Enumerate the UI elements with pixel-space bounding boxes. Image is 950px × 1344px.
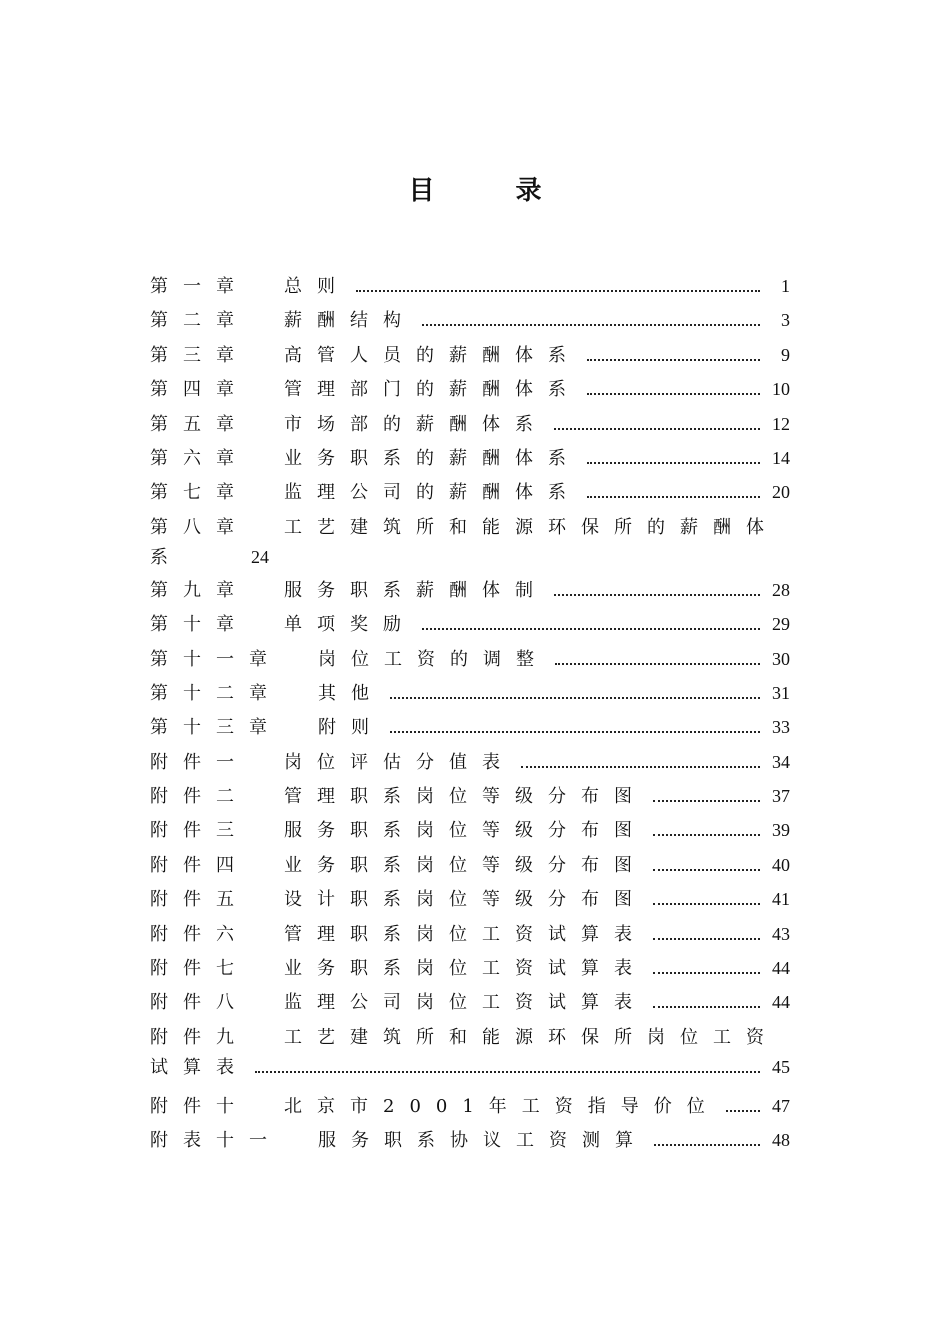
dot-leader bbox=[255, 1070, 760, 1073]
toc-title: 业务职系岗位等级分布图 bbox=[284, 854, 647, 876]
toc-entry[interactable] bbox=[150, 610, 790, 644]
dot-leader bbox=[554, 427, 760, 430]
toc-entry[interactable] bbox=[150, 988, 790, 1022]
toc-title: 工艺建筑所和能源环保所的薪酬体 bbox=[284, 516, 779, 538]
toc-title: 高管人员的薪酬体系 bbox=[284, 344, 581, 366]
toc-entry[interactable] bbox=[150, 1092, 790, 1126]
dot-leader bbox=[390, 730, 760, 733]
toc-entry[interactable] bbox=[150, 576, 790, 610]
toc-title-continued: 系 bbox=[150, 546, 183, 568]
toc-chapter: 第八章 bbox=[150, 516, 249, 538]
toc-page: 24 bbox=[251, 546, 269, 567]
toc-entry[interactable] bbox=[150, 272, 790, 306]
toc-title: 管理职系岗位等级分布图 bbox=[284, 786, 647, 808]
toc-chapter: 第七章 bbox=[150, 482, 249, 504]
toc-page: 47 bbox=[772, 1095, 790, 1116]
toc-title: 其他 bbox=[318, 682, 384, 704]
toc-title: 监理公司岗位工资试算表 bbox=[284, 992, 647, 1014]
toc-title: 附则 bbox=[318, 717, 384, 739]
toc-chapter: 第四章 bbox=[150, 379, 249, 401]
toc-chapter: 附件七 bbox=[150, 958, 249, 980]
dot-leader bbox=[587, 495, 760, 498]
dot-leader bbox=[653, 833, 760, 836]
toc-chapter: 第二章 bbox=[150, 310, 249, 332]
toc-chapter: 第六章 bbox=[150, 447, 249, 469]
toc-title: 业务职系岗位工资试算表 bbox=[284, 958, 647, 980]
toc-page: 9 bbox=[781, 344, 790, 365]
toc-page: 48 bbox=[772, 1130, 790, 1151]
toc-title: 薪酬结构 bbox=[284, 310, 416, 332]
toc-chapter: 第九章 bbox=[150, 579, 249, 601]
toc-entry[interactable] bbox=[150, 851, 790, 885]
toc-page: 39 bbox=[772, 820, 790, 841]
toc-page: 28 bbox=[772, 579, 790, 600]
toc-page: 43 bbox=[772, 923, 790, 944]
toc-chapter: 附件四 bbox=[150, 854, 249, 876]
toc-entry[interactable] bbox=[150, 679, 790, 713]
toc-entry[interactable] bbox=[150, 375, 790, 409]
toc-title-continued: 试算表 bbox=[150, 1056, 249, 1078]
toc-entry[interactable] bbox=[150, 920, 790, 954]
toc-page: 10 bbox=[772, 379, 790, 400]
toc-page: 41 bbox=[772, 889, 790, 910]
toc-title: 工艺建筑所和能源环保所岗位工资 bbox=[284, 1026, 779, 1048]
toc-entry[interactable] bbox=[150, 713, 790, 747]
toc-entry[interactable] bbox=[150, 782, 790, 816]
toc-title: 总则 bbox=[284, 276, 350, 297]
dot-leader bbox=[356, 289, 760, 292]
toc-page: 1 bbox=[781, 276, 790, 296]
toc-page: 44 bbox=[772, 958, 790, 979]
toc-chapter: 第十三章 bbox=[150, 717, 282, 739]
toc-title: 岗位评估分值表 bbox=[284, 751, 515, 773]
toc-page: 37 bbox=[772, 786, 790, 807]
toc-entry[interactable] bbox=[150, 645, 790, 679]
toc-title: 服务职系薪酬体制 bbox=[284, 579, 548, 601]
toc-page: 44 bbox=[772, 992, 790, 1013]
toc-title: 管理职系岗位工资试算表 bbox=[284, 923, 647, 945]
toc-title: 设计职系岗位等级分布图 bbox=[284, 889, 647, 911]
toc-chapter: 第十二章 bbox=[150, 682, 282, 704]
toc-chapter: 附件十 bbox=[150, 1095, 249, 1117]
toc-title: 市场部的薪酬体系 bbox=[284, 413, 548, 435]
toc-chapter: 第三章 bbox=[150, 344, 249, 366]
toc-title: 单项奖励 bbox=[284, 614, 416, 636]
dot-leader bbox=[587, 392, 760, 395]
dot-leader bbox=[422, 627, 760, 630]
dot-leader bbox=[653, 799, 760, 802]
dot-leader bbox=[653, 1005, 760, 1008]
toc-chapter: 第十章 bbox=[150, 614, 249, 636]
toc-page: 45 bbox=[772, 1056, 790, 1077]
toc-entry[interactable] bbox=[150, 816, 790, 850]
dot-leader bbox=[587, 461, 760, 464]
dot-leader bbox=[653, 868, 760, 871]
toc-page: 29 bbox=[772, 614, 790, 635]
toc-chapter: 附表十一 bbox=[150, 1130, 282, 1152]
toc-page: 20 bbox=[772, 482, 790, 503]
toc-chapter: 附件六 bbox=[150, 923, 249, 945]
toc-page: 31 bbox=[772, 682, 790, 703]
toc-chapter: 第十一章 bbox=[150, 648, 282, 670]
dot-leader bbox=[587, 358, 760, 361]
toc-page: 34 bbox=[772, 751, 790, 772]
toc-title: 业务职系的薪酬体系 bbox=[284, 447, 581, 469]
toc-chapter: 附件二 bbox=[150, 786, 249, 808]
toc-chapter: 附件一 bbox=[150, 751, 249, 773]
dot-leader bbox=[521, 765, 760, 768]
toc-page: 12 bbox=[772, 413, 790, 434]
toc-chapter: 第五章 bbox=[150, 413, 249, 435]
toc-title: 北京市2001年工资指导价位 bbox=[284, 1095, 720, 1117]
dot-leader bbox=[653, 937, 760, 940]
toc-page: 30 bbox=[772, 648, 790, 669]
toc-title: 岗位工资的调整 bbox=[318, 648, 549, 670]
toc-entry[interactable] bbox=[150, 478, 790, 512]
toc-entry[interactable] bbox=[150, 341, 790, 375]
toc-title: 管理部门的薪酬体系 bbox=[284, 379, 581, 401]
toc-entry[interactable] bbox=[150, 410, 790, 444]
toc-chapter: 附件五 bbox=[150, 889, 249, 911]
dot-leader bbox=[390, 696, 760, 699]
toc-chapter: 附件八 bbox=[150, 992, 249, 1014]
toc-chapter: 附件三 bbox=[150, 820, 249, 842]
toc-entry[interactable] bbox=[150, 954, 790, 988]
dot-leader bbox=[554, 593, 760, 596]
dot-leader bbox=[654, 1143, 760, 1146]
toc-entry[interactable] bbox=[150, 748, 790, 782]
toc-page: 14 bbox=[772, 447, 790, 468]
dot-leader bbox=[653, 902, 760, 905]
toc-entry[interactable] bbox=[150, 444, 790, 478]
dot-leader bbox=[422, 323, 760, 326]
dot-leader bbox=[726, 1109, 760, 1112]
dot-leader bbox=[555, 662, 760, 665]
toc-entry[interactable] bbox=[150, 513, 790, 571]
toc-title: 监理公司的薪酬体系 bbox=[284, 482, 581, 504]
toc-title: 服务职系岗位等级分布图 bbox=[284, 820, 647, 842]
toc-entry[interactable] bbox=[150, 1126, 790, 1160]
table-of-contents bbox=[150, 272, 790, 1161]
toc-entry[interactable] bbox=[150, 885, 790, 919]
toc-page: 3 bbox=[781, 310, 790, 331]
toc-chapter: 附件九 bbox=[150, 1026, 249, 1048]
toc-entry[interactable] bbox=[150, 306, 790, 340]
toc-page: 40 bbox=[772, 854, 790, 875]
toc-chapter: 第一章 bbox=[150, 276, 249, 297]
dot-leader bbox=[653, 971, 760, 974]
toc-entry[interactable] bbox=[150, 1023, 790, 1087]
toc-title: 服务职系协议工资测算 bbox=[318, 1130, 648, 1152]
toc-page: 33 bbox=[772, 717, 790, 738]
page-title: 目 录 bbox=[408, 176, 578, 206]
